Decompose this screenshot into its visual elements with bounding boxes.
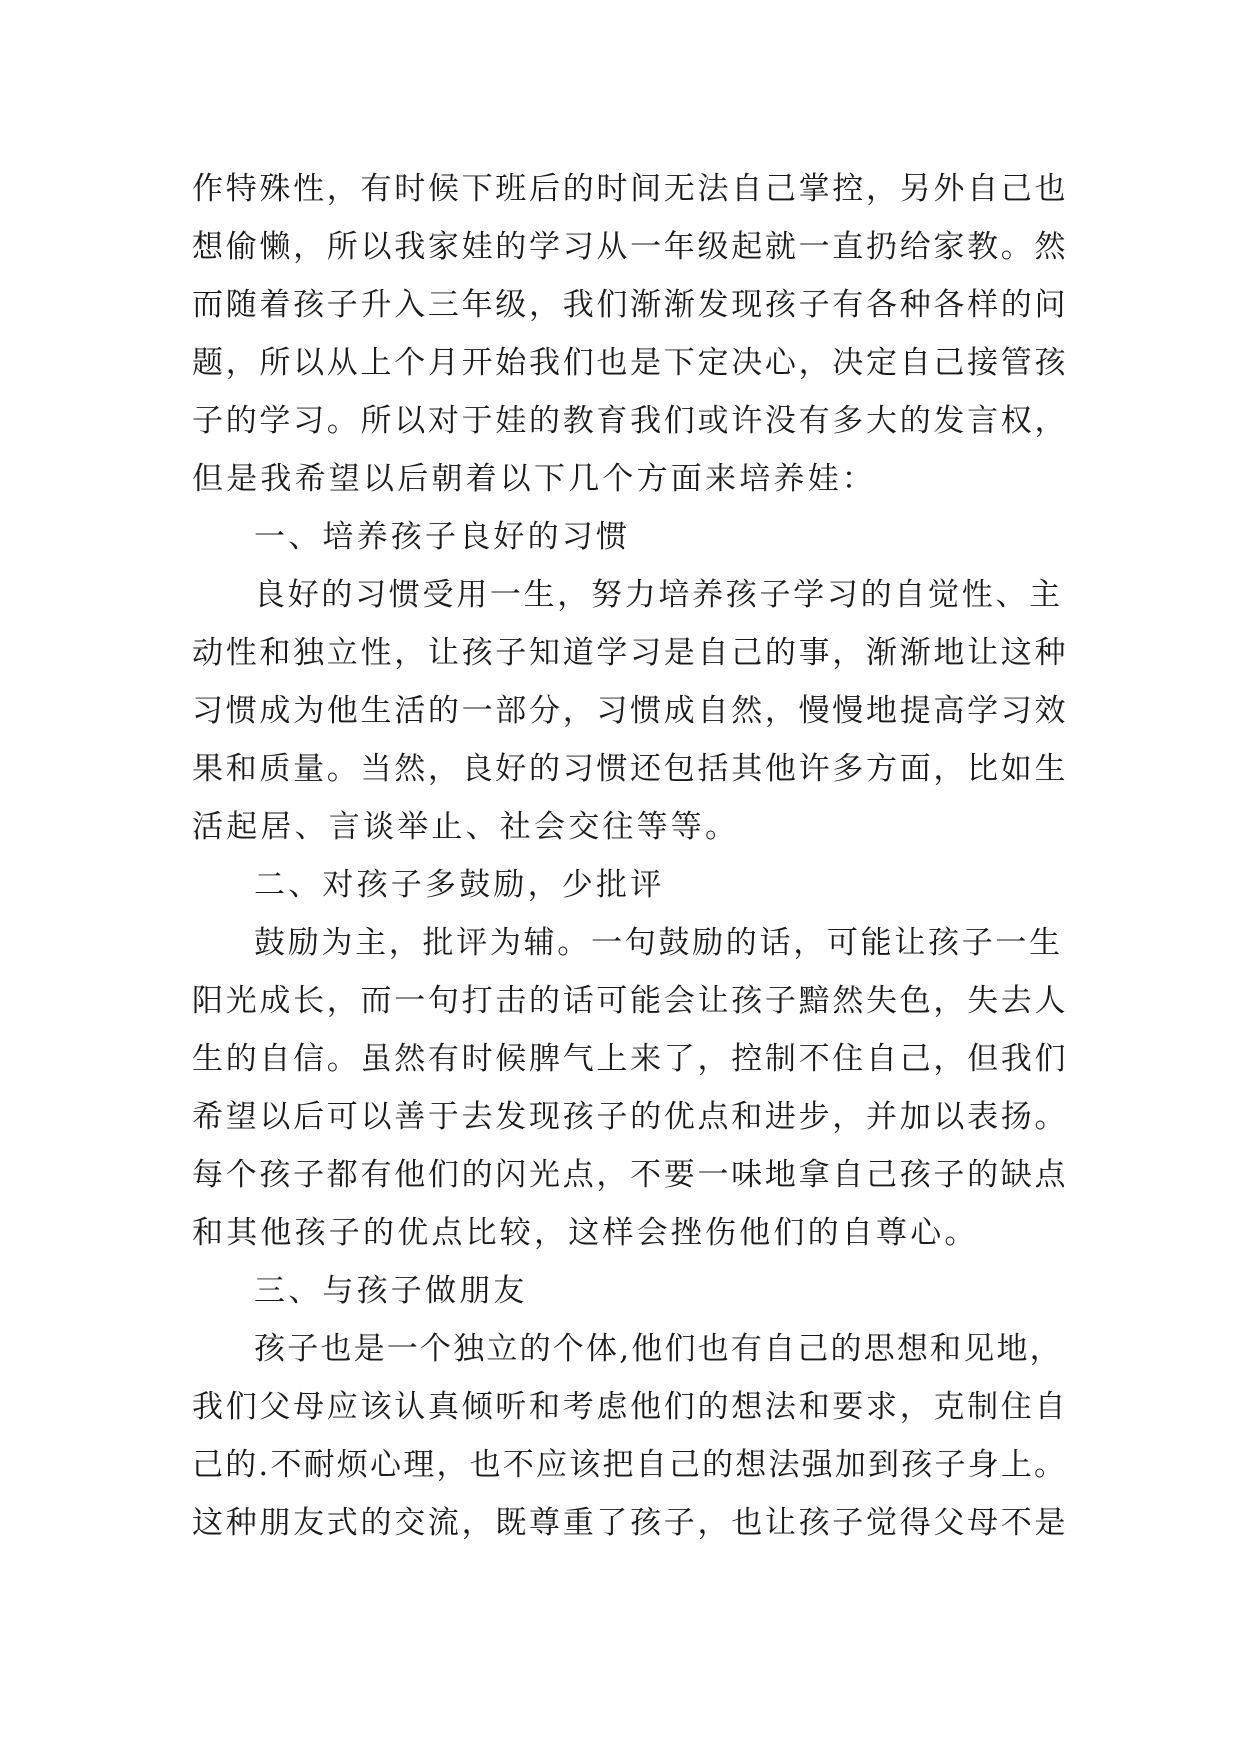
paragraph-line: 习惯成为他生活的一部分，习惯成自然，慢慢地提高学习效 <box>192 693 1069 729</box>
paragraph-line: 阳光成长，而一句打击的话可能会让孩子黯然失色，失去人 <box>192 983 1069 1019</box>
paragraph-line: 动性和独立性，让孩子知道学习是自己的事，渐渐地让这种 <box>192 635 1069 671</box>
paragraph-line: 子的学习。所以对于娃的教育我们或许没有多大的发言权， <box>192 403 1069 439</box>
section-heading: 三、与孩子做朋友 <box>254 1273 528 1309</box>
paragraph-line: 但是我希望以后朝着以下几个方面来培养娃： <box>192 461 876 497</box>
paragraph-line: 生的自信。虽然有时候脾气上来了，控制不住自己，但我们 <box>192 1041 1069 1077</box>
paragraph-line: 己的.不耐烦心理，也不应该把自己的想法强加到孩子身上。 <box>192 1447 1068 1483</box>
paragraph-line: 果和质量。当然，良好的习惯还包括其他许多方面，比如生 <box>192 751 1069 787</box>
paragraph-line: 每个孩子都有他们的闪光点，不要一味地拿自己孩子的缺点 <box>192 1157 1069 1193</box>
paragraph-line: 和其他孩子的优点比较，这样会挫伤他们的自尊心。 <box>192 1215 979 1251</box>
paragraph-line: 题，所以从上个月开始我们也是下定决心，决定自己接管孩 <box>192 345 1069 381</box>
document-body <box>192 160 1072 1552</box>
paragraph-line: 良好的习惯受用一生，努力培养孩子学习的自觉性、主 <box>254 577 1063 613</box>
paragraph-line: 作特殊性，有时候下班后的时间无法自己掌控，另外自己也 <box>192 171 1069 207</box>
paragraph-line: 活起居、言谈举止、社会交往等等。 <box>192 809 740 845</box>
section-heading: 一、培养孩子良好的习惯 <box>254 519 631 555</box>
paragraph-line: 我们父母应该认真倾听和考虑他们的想法和要求，克制住自 <box>192 1389 1069 1425</box>
paragraph-line: 鼓励为主，批评为辅。一句鼓励的话，可能让孩子一生 <box>254 925 1063 961</box>
paragraph-line: 孩子也是一个独立的个体,他们也有自己的思想和见地， <box>254 1331 1063 1367</box>
paragraph-line: 而随着孩子升入三年级，我们渐渐发现孩子有各种各样的问 <box>192 287 1069 323</box>
paragraph-line: 希望以后可以善于去发现孩子的优点和进步，并加以表扬。 <box>192 1099 1069 1135</box>
paragraph-line: 这种朋友式的交流，既尊重了孩子，也让孩子觉得父母不是 <box>192 1505 1069 1541</box>
paragraph-line: 想偷懒，所以我家娃的学习从一年级起就一直扔给家教。然 <box>192 229 1069 265</box>
section-heading: 二、对孩子多鼓励，少批评 <box>254 867 665 903</box>
